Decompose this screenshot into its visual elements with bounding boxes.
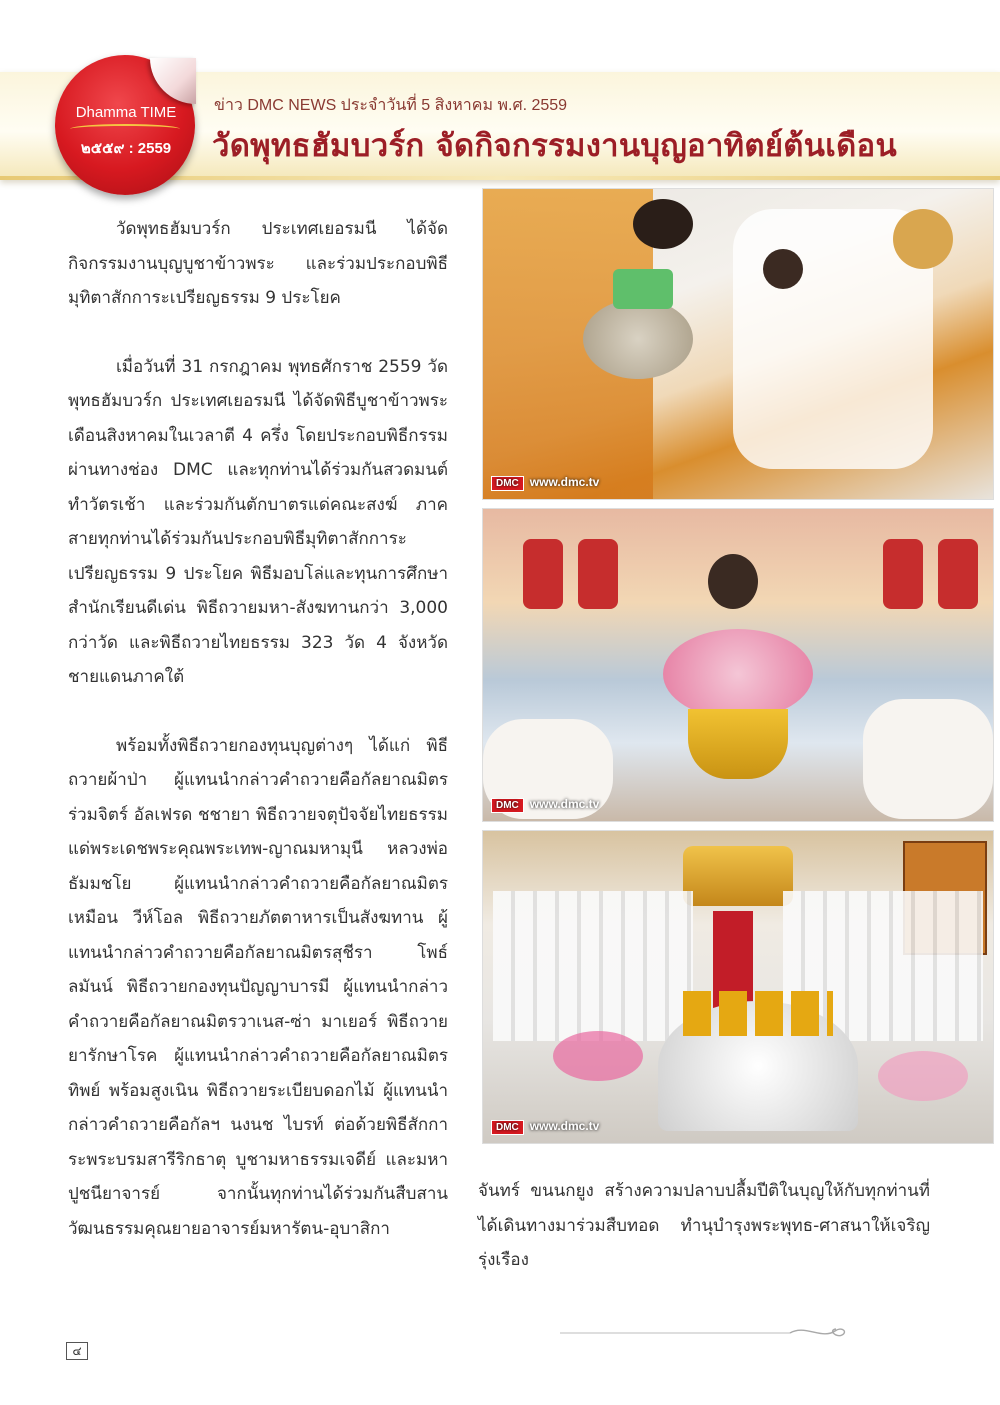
badge-year: ๒๕๕๙ : 2559: [80, 140, 172, 157]
photo-caption: จันทร์ ขนนกยูง สร้างความปลาบปลื้มปีติในบุญให้กับทุกท่านที่ได้เดินทางมาร่วมสืบทอด ทำนุบำรุงพระพุทธ-ศาสนาให้เจริญรุ่งเรือง: [478, 1181, 930, 1270]
photo-watermark: DMC www.dmc.tv: [491, 475, 599, 491]
photo-shrine-ceremony: [482, 830, 994, 1144]
footer-ornament-icon: [560, 1326, 850, 1340]
article-body: [68, 212, 448, 1280]
article-paragraph: วัดพุทธฮัมบวร์ก ประเทศเยอรมนี ได้จัดกิจกรรมงานบุญบูชาข้าวพระ และร่วมประกอบพิธีมุทิตาสักการะเปรียญธรรม 9 ประโยค: [68, 219, 448, 308]
photo-flower-procession: [482, 508, 994, 822]
badge-title: Dhamma TIME: [75, 104, 177, 121]
photo-alms-offering: [482, 188, 994, 500]
news-dateline: ข่าว DMC NEWS ประจำวันที่ 5 สิงหาคม พ.ศ. 2559: [214, 97, 568, 114]
article-paragraph: พร้อมทั้งพิธีถวายกองทุนบุญต่างๆ ได้แก่ พิธีถวายผ้าป่า ผู้แทนนำกล่าวคำถวายคือกัลยาณมิตรร่วมจิตร์ อัลเฟรด ชชายา พิธีถวายจตุปัจจัยไทยธรรมแด่พระเดชพระคุณพระเทพ-ญาณมหามุนี หลวงพ่อธัมมชโย ผู้แทนนำกล่าวคำถวายคือกัลยาณมิตรเหมือน วีห์โอล พิธีถวายภัตตาหารเป็นสังฆทาน ผู้แทนนำกล่าวคำถวายคือกัลยาณมิตรสุชีรา โพธ์ลมันน์ พิธีถวายกองทุนปัญญาบารมี ผู้แทนนำกล่าวคำถวายคือกัลยาณมิตรวาเนส-ซ่า มาเยอร์ พิธีถวายยารักษาโรค ผู้แทนนำกล่าวคำถวายคือกัลยาณมิตรทิพย์ พร้อมสูงเนิน พิธีถวายระเบียบดอกไม้ ผู้แทนนำกล่าวคำถวายคือกัลฯ นงนช ไบรท์ ต่อด้วยพิธีสักการะพระบรมสารีริกธาตุ บูชามหาธรรมเจดีย์ และมหาปูชนียาจารย์ จากนั้นทุกท่านได้ร่วมกันสืบสานวัฒนธรรมคุณยายอาจารย์มหารัตน-อุบาสิกา: [68, 735, 448, 1239]
badge-swoosh-icon: [70, 124, 180, 134]
page-number: ๔: [66, 1342, 88, 1360]
photo-watermark: DMC www.dmc.tv: [491, 797, 599, 813]
photo-watermark: DMC www.dmc.tv: [491, 1119, 599, 1135]
page-title: วัดพุทธฮัมบวร์ก จัดกิจกรรมงานบุญอาทิตย์ต้นเดือน: [212, 128, 897, 164]
article-paragraph: เมื่อวันที่ 31 กรกฎาคม พุทธศักราช 2559 วัดพุทธฮัมบวร์ก ประเทศเยอรมนี ได้จัดพิธีบูชาข้าวพระเดือนสิงหาคมในเวลาตี 4 ครึ่ง โดยประกอบพิธีกรรมผ่านทางช่อง DMC และทุกท่านได้ร่วมกันสวดมนต์ ทำวัตรเช้า และร่วมกันตักบาตรแด่คณะสงฆ์ ภาคสายทุกท่านได้ร่วมกันประกอบพิธีมุทิตาสักการะเปรียญธรรม 9 ประโยค พิธีมอบโล่และทุนการศึกษาสำนักเรียนดีเด่น พิธีถวายมหา-สังฆทานกว่า 3,000 กว่าวัด และพิธีถวายไทยธรรม 323 วัด 4 จังหวัดชายแดนภาคใต้: [68, 356, 448, 687]
